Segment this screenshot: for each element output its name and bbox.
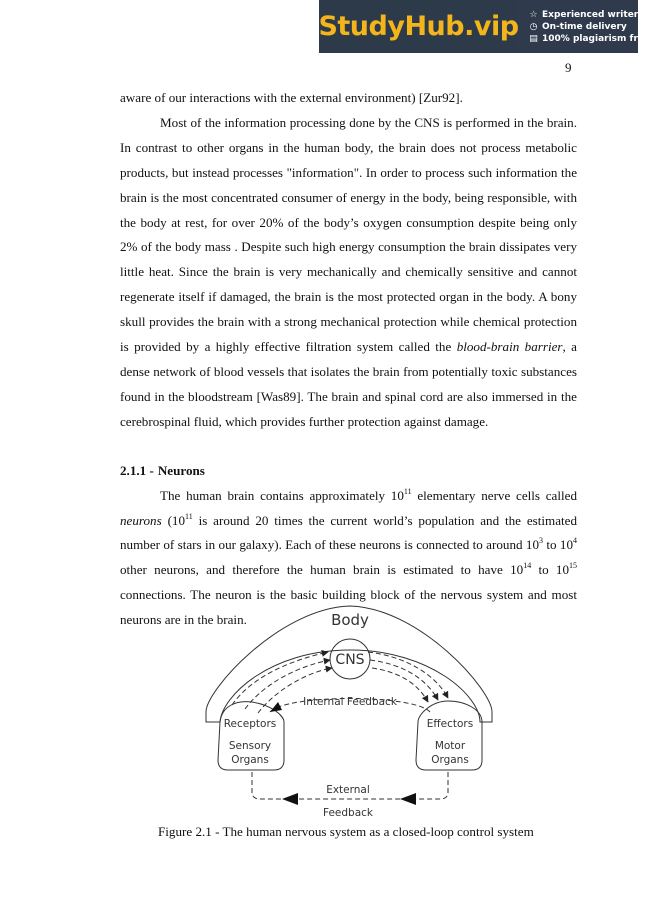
section-title: Neurons [157,462,205,478]
feature-list [518,0,650,53]
external-arrow-head [400,793,416,805]
star-icon: ☆ [529,9,538,20]
brand-logo[interactable]: StudyHub.vip [319,0,518,53]
receptors-label: Receptors [223,718,277,730]
internal-arrow-head [270,702,282,712]
body-text [120,86,577,633]
clock-icon: ◷ [529,21,538,32]
cns-label: CNS [335,652,365,668]
document-icon: ▤ [529,33,538,44]
paragraph: Most of the information processing done by the CNS is performed in the brain. In contrast to other organs in the human body, the brain does not process metabolic products, but instead processes "information". In order to process such information the brain is the most concentrated consumer of energy in the body, being responsible, with the body at rest, for over 20% of the body’s oxygen consumption despite being only 2% of the body mass . Despite such high energy consumption the brain dissipates very little heat. Since the brain is very mechanically and chemically sensitive and cannot regenerate itself if damaged, the brain is the most protected organ in the body. A bony skull provides the brain with a strong mechanical protection while chemical protection is provided by a highly effective filtration system called the blood-brain barrier, a dense network of blood vessels that isolates the brain from potentially toxic substances found in the bloodstream [Was89]. The brain and spinal cord are also immersed in the cerebrospinal fluid, which provides further protection against damage. [120,114,577,429]
feature-item [529,34,650,44]
paragraph: aware of our interactions with the external environment) [Zur92]. [120,90,463,105]
section-number: 2.1.1 - [120,462,154,478]
nervous-system-diagram [200,600,500,822]
body-label: Body [331,611,369,629]
effectors-label: Effectors [426,718,474,730]
external-label: External [326,784,370,796]
motor-label: Motor [434,740,466,752]
emphasis: blood-brain barrier [456,339,563,355]
external-arrow-head [282,793,298,805]
figure-caption: Figure 2.1 - The human nervous system as a closed-loop control system [158,824,534,839]
feature-text: Experienced writers [542,9,644,20]
section-heading [120,459,577,484]
sensory-organs-label: Organs [231,754,269,766]
internal-feedback-label: Internal Feedback [303,696,397,708]
motor-organs-label: Organs [431,754,469,766]
sensory-label: Sensory [228,740,272,752]
emphasis: neurons [120,512,162,528]
feature-text: On-time delivery [542,21,627,32]
paragraph: The human brain contains approximately $10^{11}$ elementary nerve cells called neurons ($10^{11}$ is around 20 times the current world’s population and the estimated number of stars in our galaxy). Each of these neurons is connected to around $10^3$ to $10^4$ other neurons, and therefore the human brain is estimated to have $10^{14}$ to $10^{15}$ connections. The neuron is the basic building block of the nervous system and most neurons are in the brain. [120,486,578,628]
page-number: 9 [565,60,572,75]
feature-item [529,22,650,32]
feature-text: 100% plagiarism free [542,33,650,44]
feature-item [529,10,650,20]
promo-banner[interactable] [318,0,650,53]
external-feedback-label: Feedback [322,807,374,819]
